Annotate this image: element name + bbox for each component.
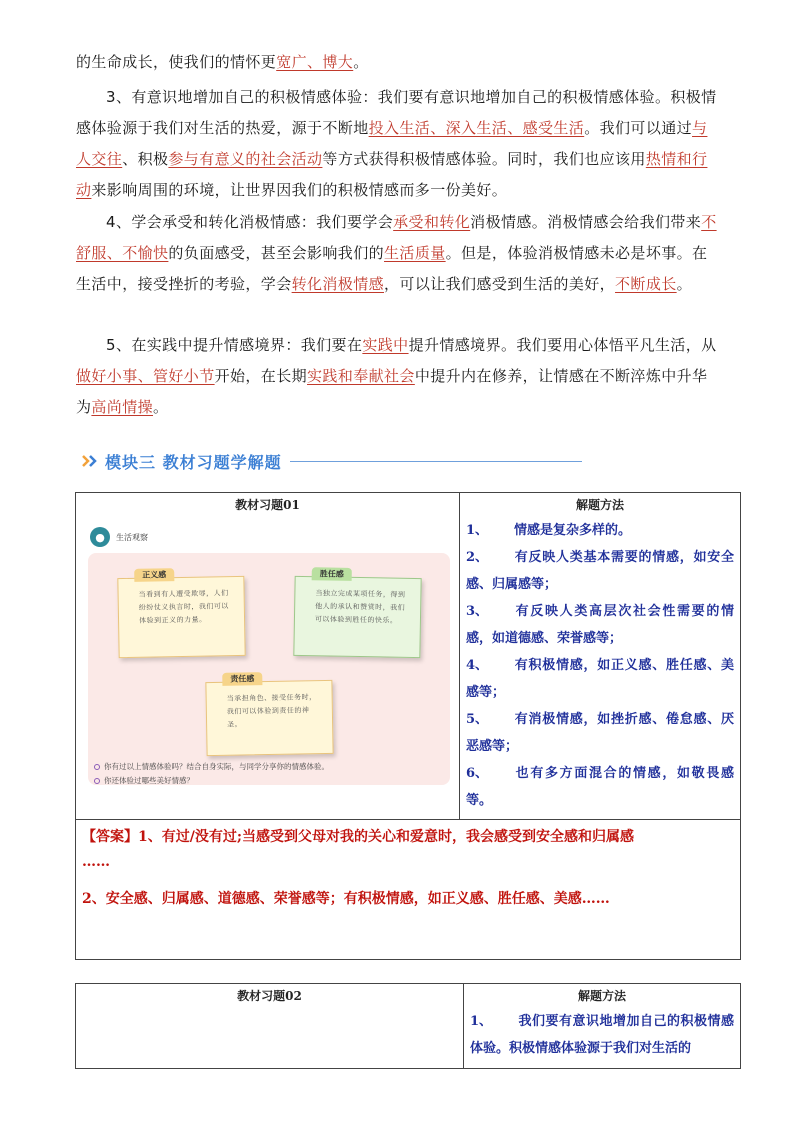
note-justice: [117, 570, 245, 658]
text-run: 的生命成长，使我们的情怀更: [76, 53, 277, 71]
question-2: [94, 775, 194, 786]
method-text: 有反映人类高层次社会性需要的情感，如道德感、荣誉感等；: [466, 604, 734, 646]
question-1: [94, 761, 329, 772]
text-run: 。我们可以通过: [584, 119, 693, 137]
text-run: 开始，在长期: [214, 367, 308, 385]
highlight-keyword: 高尚情操: [91, 398, 154, 416]
text-run: 。: [153, 398, 169, 416]
observation-panel: [88, 553, 450, 785]
method-item: [466, 652, 734, 706]
method-number: 1、: [470, 1014, 493, 1029]
method-text: 我们要有意识地增加自己的积极情感体验。积极情感体验源于我们对生活的: [470, 1014, 734, 1056]
paragraph-continuation: [76, 47, 721, 78]
paragraph-5: [76, 330, 721, 423]
exercise-title: 教材习题02: [237, 989, 302, 1003]
answer-block: [76, 820, 740, 917]
method-text: 情感是复杂多样的。: [514, 523, 632, 538]
text-run: 、积极: [122, 150, 169, 168]
module-divider: [290, 461, 582, 462]
note-text: 当看到有人遭受欺辱，人们纷纷仗义执言时，我们可以体验到正义的力量。: [138, 589, 229, 625]
answer-line-1: 【答案】1、有过/没有过;当感受到父母对我的关心和爱意时，我会感受到安全感和归属感: [82, 829, 635, 845]
method-item: [466, 517, 734, 544]
method-number: 6、: [466, 766, 489, 781]
text-run: ，可以让我们感受到生活的美好，: [384, 275, 616, 293]
answer-line-1-ellipsis: ……: [82, 854, 110, 870]
text-run: 4、学会承受和转化消极情感：我们要学会: [106, 213, 394, 231]
answer-line-2: 2、安全感、归属感、道德感、荣誉感等；有积极情感，如正义感、胜任感、美感……: [82, 891, 610, 907]
highlight-keyword: 生活质量: [384, 244, 446, 262]
text-run: 来影响周围的环境，让世界因我们的积极情感而多一份美好。: [91, 181, 508, 199]
exercise-title: 教材习题01: [235, 498, 300, 512]
highlight-keyword: 参与有意义的社会活动: [168, 150, 323, 168]
method-text: 有积极情感，如正义感、胜任感、美感等；: [466, 658, 734, 700]
method-item: [466, 760, 734, 814]
bullet-circle-icon: [94, 764, 100, 770]
highlight-keyword: 做好小事、管好小节: [76, 367, 215, 385]
elephant-icon: ●: [90, 527, 110, 547]
note-tag: 胜任感: [312, 567, 352, 581]
module-title: 模块三 教材习题学解题: [105, 452, 282, 472]
note-tag: 责任感: [222, 672, 262, 686]
method-list: [460, 515, 740, 814]
exercise-cell: [76, 984, 464, 1069]
method-number: 4、: [466, 658, 489, 673]
text-run: 的负面感受，甚至会影响我们的: [168, 244, 385, 262]
text-run: 。但是，体验消极情感未必是坏事。在生活中，接受挫折的考验，学会: [76, 244, 708, 293]
highlight-keyword: 承受和转化: [393, 213, 471, 231]
observe-header: [90, 527, 148, 547]
method-item: [470, 1008, 734, 1062]
note-responsibility: [205, 674, 333, 756]
highlight-keyword: 不断成长: [615, 275, 677, 293]
text-run: 3、有意识地增加自己的积极情感体验：我们要有意识地增加自己的积极情感体验。积极情感体验源于我们对生活的热爱，源于不断地: [76, 88, 717, 137]
highlight-keyword: 投入生活、深入生活、感受生活: [368, 119, 585, 137]
answer-cell: [76, 820, 741, 960]
method-text: 也有多方面混合的情感，如敬畏感等。: [466, 766, 734, 808]
method-title: 解题方法: [577, 989, 626, 1003]
method-number: 5、: [466, 712, 489, 727]
text-run: 。: [676, 275, 693, 293]
method-number: 3、: [466, 604, 489, 619]
module-header: [82, 448, 582, 474]
text-run: 中提升内在修养，让情感在不断淬炼中升华为: [76, 367, 708, 416]
life-observation-illustration: [88, 523, 450, 785]
highlight-keyword: 实践中: [362, 336, 409, 354]
note-competence: [293, 569, 421, 658]
note-text: 当承担角色、接受任务时，我们可以体验到责任的神圣。: [226, 693, 317, 729]
method-text: 有反映人类基本需要的情感，如安全感、归属感等；: [466, 550, 734, 592]
text-run: 消极情感。消极情感会给我们带来: [470, 213, 702, 231]
method-item: [466, 598, 734, 652]
paragraph-3: [76, 82, 721, 206]
highlight-keyword: 宽广、博大: [276, 53, 354, 71]
highlight-keyword: 不舒服、不愉快: [76, 213, 717, 262]
highlight-keyword: 热情和行动: [76, 150, 708, 199]
method-cell: [464, 984, 741, 1069]
text-run: 。: [353, 53, 369, 71]
highlight-keyword: 与人交往: [76, 119, 708, 168]
method-title: 解题方法: [575, 498, 624, 512]
method-list: [464, 1006, 740, 1062]
text-run: 5、在实践中提升情感境界：我们要在: [106, 336, 363, 354]
note-text: 当独立完成某项任务，得到他人的承认和赞赏时，我们可以体验到胜任的快乐。: [314, 589, 406, 625]
highlight-keyword: 实践和奉献社会: [307, 367, 415, 385]
method-item: [466, 544, 734, 598]
text-run: 提升情感境界。我们要用心体悟平凡生活，从: [408, 336, 717, 354]
exercise-table-2: [75, 983, 741, 1069]
paragraph-4: [76, 207, 721, 300]
exercise-cell: [76, 493, 460, 820]
exercise-table-1: [75, 492, 741, 960]
method-cell: [460, 493, 741, 820]
question-text: 你还体验过哪些美好情感？: [104, 776, 194, 785]
observe-label: 生活观察: [116, 532, 148, 542]
text-run: 等方式获得积极情感体验。同时，我们也应该用: [322, 150, 646, 168]
highlight-keyword: 转化消极情感: [291, 275, 385, 293]
question-text: 你有过以上情感体验吗？结合自身实际，与同学分享你的情感体验。: [104, 762, 329, 771]
double-chevron-icon: [82, 454, 100, 468]
method-number: 1、: [466, 523, 489, 538]
method-number: 2、: [466, 550, 489, 565]
method-text: 有消极情感，如挫折感、倦怠感、厌恶感等；: [466, 712, 734, 754]
bullet-circle-icon: [94, 778, 100, 784]
method-item: [466, 706, 734, 760]
note-tag: 正义感: [134, 568, 174, 582]
